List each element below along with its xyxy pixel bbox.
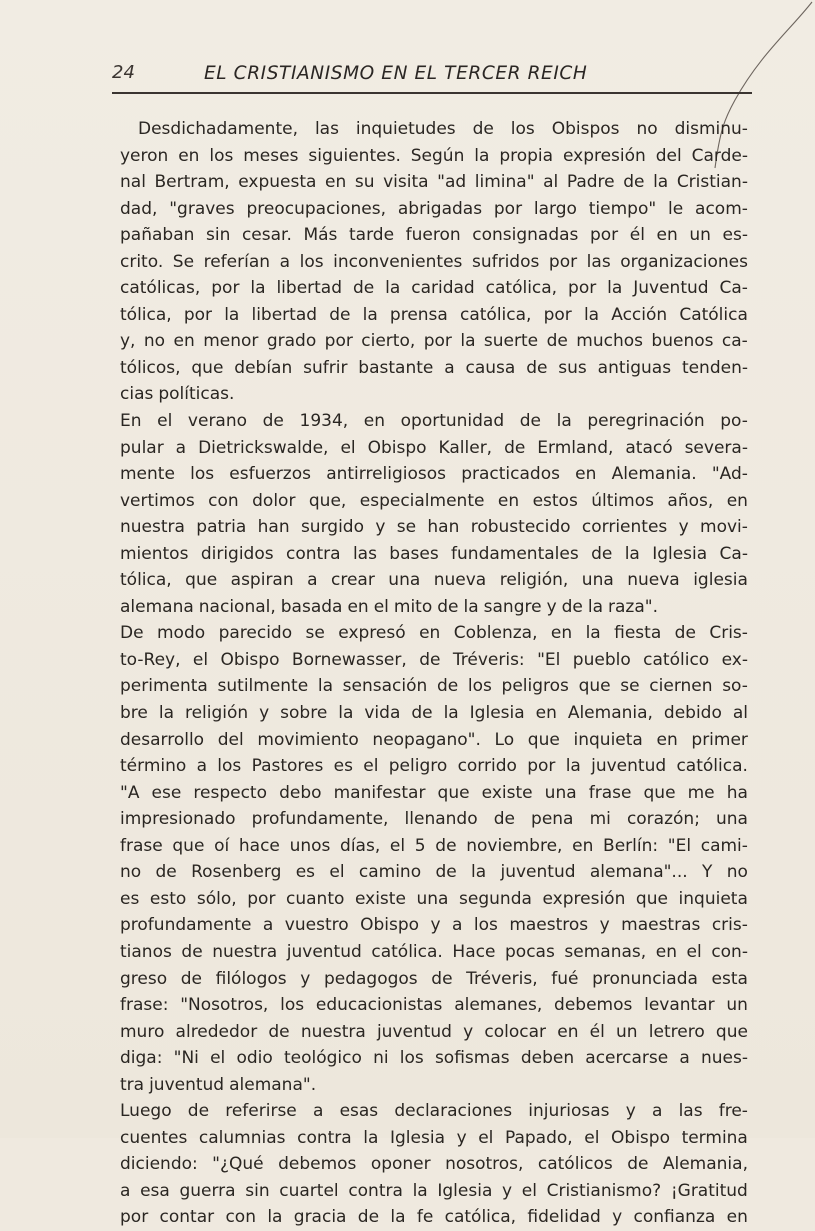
running-head: EL CRISTIANISMO EN EL TERCER REICH	[204, 63, 588, 84]
text-line: greso de filólogos y pedagogos de Tréveris, fué pronunciada esta	[120, 968, 748, 989]
text-line: alemana nacional, basada en el mito de la sangre y de la raza".	[120, 596, 658, 617]
text-line: muro alrededor de nuestra juventud y colocar en él un letrero que	[120, 1021, 748, 1042]
text-line: católicas, por la libertad de la caridad católica, por la Juventud Ca-	[120, 278, 748, 299]
text-line: y, no en menor grado por cierto, por la suerte de muchos buenos ca-	[120, 331, 748, 352]
page-number: 24	[112, 62, 135, 83]
text-line: impresionado profundamente, llenando de pena mi corazón; una	[120, 809, 748, 830]
text-line: Luego de referirse a esas declaraciones injuriosas y a las fre-	[120, 1101, 748, 1122]
text-line: Desdichadamente, las inquietudes de los Obispos no disminu-	[138, 119, 748, 139]
text-line: pular a Dietrickswalde, el Obispo Kaller, de Ermland, atacó severa-	[120, 437, 748, 458]
text-line: crito. Se referían a los inconvenientes sufridos por las organizaciones	[120, 251, 748, 272]
text-line: por contar con la gracia de la fe católica, fidelidad y confianza en	[120, 1207, 748, 1228]
text-line: vertimos con dolor que, especialmente en estos últimos años, en	[120, 490, 748, 511]
text-line: tianos de nuestra juventud católica. Hace pocas semanas, en el con-	[120, 941, 748, 962]
text-line: En el verano de 1934, en oportunidad de la peregrinación po-	[120, 411, 748, 432]
page-header	[112, 62, 732, 92]
text-line: tólicos, que debían sufrir bastante a causa de sus antiguas tenden-	[120, 357, 748, 378]
text-line: tólica, por la libertad de la prensa católica, por la Acción Católica	[120, 304, 748, 325]
text-line: mente los esfuerzos antirreligiosos practicados en Alemania. "Ad-	[120, 464, 748, 485]
text-line: bre la religión y sobre la vida de la Iglesia en Alemania, debido al	[120, 703, 748, 724]
text-line: cuentes calumnias contra la Iglesia y el Papado, el Obispo termina	[120, 1127, 748, 1148]
text-line: diciendo: "¿Qué debemos oponer nosotros, católicos de Alemania,	[120, 1154, 748, 1175]
text-line: frase: "Nosotros, los educacionistas alemanes, debemos levantar un	[120, 995, 748, 1016]
text-line: yeron en los meses siguientes. Según la propia expresión del Carde-	[120, 145, 748, 166]
text-line: desarrollo del movimiento neopagano". Lo que inquieta en primer	[120, 729, 748, 750]
text-line: pañaban sin cesar. Más tarde fueron consignadas por él en un es-	[120, 225, 748, 246]
text-line: to-Rey, el Obispo Bornewasser, de Tréveris: "El pueblo católico ex-	[120, 649, 748, 670]
text-line: cias políticas.	[120, 384, 235, 405]
text-line: tólica, que aspiran a crear una nueva religión, una nueva iglesia	[120, 570, 748, 591]
text-line: "A ese respecto debo manifestar que existe una frase que me ha	[120, 782, 748, 803]
text-line: dad, "graves preocupaciones, abrigadas por largo tiempo" le acom-	[120, 198, 748, 219]
header-rule	[112, 92, 752, 94]
text-line: frase que oí hace unos días, el 5 de noviembre, en Berlín: "El cami-	[120, 835, 748, 856]
text-line: nal Bertram, expuesta en su visita "ad limina" al Padre de la Cristian-	[120, 172, 748, 193]
body-text	[120, 116, 748, 1231]
text-line: término a los Pastores es el peligro corrido por la juventud católica.	[120, 756, 748, 777]
text-line: a esa guerra sin cuartel contra la Iglesia y el Cristianismo? ¡Gratitud	[120, 1180, 748, 1201]
text-line: diga: "Ni el odio teológico ni los sofismas deben acercarse a nues-	[120, 1048, 748, 1069]
text-line: nuestra patria han surgido y se han robustecido corrientes y movi-	[120, 517, 748, 538]
text-line: no de Rosenberg es el camino de la juventud alemana"... Y no	[120, 862, 748, 883]
text-line: mientos dirigidos contra las bases fundamentales de la Iglesia Ca-	[120, 543, 748, 564]
text-line: De modo parecido se expresó en Coblenza, en la fiesta de Cris-	[120, 623, 748, 644]
text-line: profundamente a vuestro Obispo y a los maestros y maestras cris-	[120, 915, 748, 936]
text-line: perimenta sutilmente la sensación de los peligros que se ciernen so-	[120, 676, 748, 697]
text-line: tra juventud alemana".	[120, 1074, 317, 1095]
text-line: es esto sólo, por cuanto existe una segunda expresión que inquieta	[120, 888, 748, 909]
